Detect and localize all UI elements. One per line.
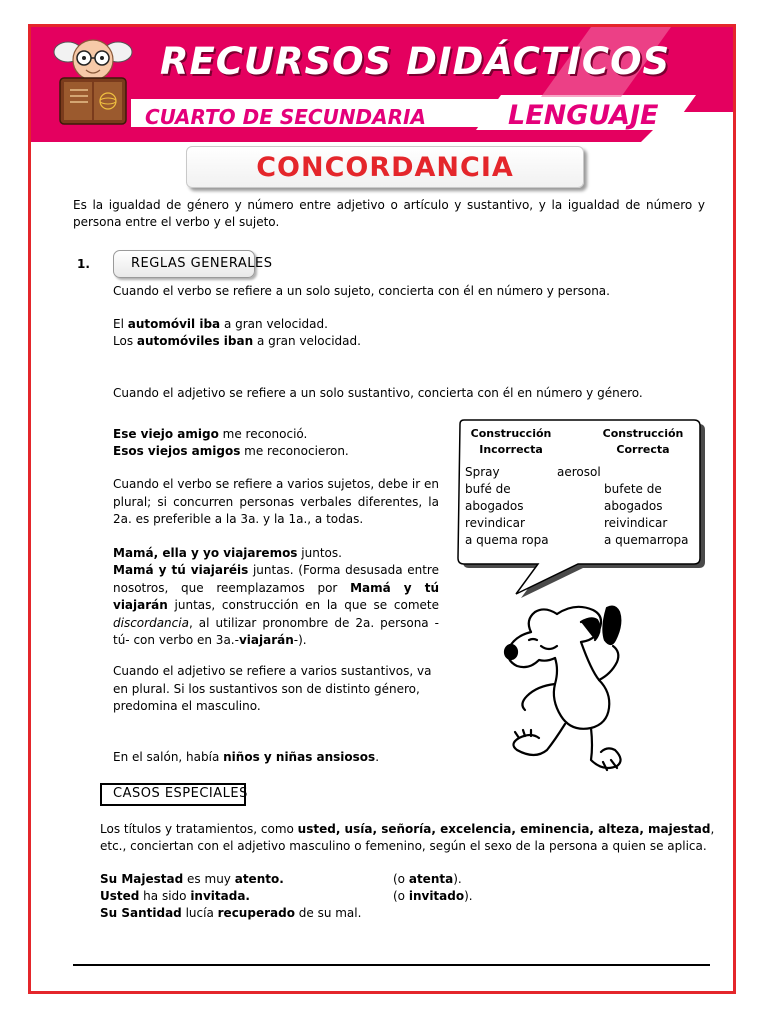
example-line: El automóvil iba a gran velocidad. xyxy=(113,317,328,331)
section-heading: REGLAS GENERALES xyxy=(131,256,273,271)
example-line: Su Santidad lucía recuperado de su mal. xyxy=(100,906,362,920)
bubble-cell-correct: reivindicar xyxy=(604,516,668,530)
special-cases-intro: Los títulos y tratamientos, como usted, usía, señoría, excelencia, eminencia, alteza, majestad, xyxy=(100,822,715,836)
bubble-cell-correct: aerosol xyxy=(557,465,601,479)
bubble-cell-correct: a quemarropa xyxy=(604,533,689,547)
bubble-cell-incorrect: Spray xyxy=(465,465,500,479)
rule-text: Cuando el verbo se refiere a varios sujetos, debe ir en plural; si concurren personas verbales diferentes, la 2a. es preferible a la 3a. y la 1a., a todas. xyxy=(113,477,439,526)
bubble-cell-incorrect: abogados xyxy=(465,499,524,513)
example-line: Ese viejo amigo me reconoció. xyxy=(113,427,308,441)
rule-text: Cuando el verbo se refiere a un solo sujeto, concierta con él en número y persona. xyxy=(113,284,610,298)
example-line: Su Majestad es muy atento. xyxy=(100,872,284,886)
example-note: (o atenta). xyxy=(393,872,462,886)
example-line: Los automóviles iban a gran velocidad. xyxy=(113,334,361,348)
banner-subject: LENGUAJE xyxy=(508,100,659,131)
section-number: 1. xyxy=(77,257,90,271)
bubble-cell-incorrect: bufé de xyxy=(465,482,511,496)
bubble-cell-correct: bufete de xyxy=(604,482,662,496)
professor-icon xyxy=(38,30,148,130)
dancing-dog-icon xyxy=(495,600,635,778)
bubble-header-incorrect: Construcción Incorrecta xyxy=(470,427,552,456)
banner-title: RECURSOS DIDÁCTICOS xyxy=(160,40,671,83)
example-line: Usted ha sido invitada. xyxy=(100,889,250,903)
example-paragraph: Mamá y tú viajaréis juntas. (Forma desusada entre nosotros, que reemplazamos por Mamá y tú viajarán juntas, construcción en la que se comete discordancia, al utilizar pronombre de 2a. persona -tú- con verbo en 3a.-viajarán-). xyxy=(113,563,439,647)
special-cases-intro: etc., conciertan con el adjetivo masculino o femenino, según el sexo de la persona a quien se aplica. xyxy=(100,839,707,853)
example-line: En el salón, había niños y niñas ansiosos. xyxy=(113,750,380,764)
example-line: Esos viejos amigos me reconocieron. xyxy=(113,444,349,458)
intro-paragraph: Es la igualdad de género y número entre adjetivo o artículo y sustantivo, y la igualdad de número y persona entre el verbo y el sujeto. xyxy=(73,198,705,229)
rule-text: Cuando el adjetivo se refiere a un solo sustantivo, concierta con él en número y género. xyxy=(113,386,643,400)
page-title-box xyxy=(186,146,584,188)
banner-subtitle: CUARTO DE SECUNDARIA xyxy=(145,105,426,129)
page-title: CONCORDANCIA xyxy=(256,151,514,183)
footer-divider xyxy=(73,964,710,966)
bubble-cell-incorrect: revindicar xyxy=(465,516,525,530)
bubble-cell-correct: abogados xyxy=(604,499,663,513)
section-heading: CASOS ESPECIALES xyxy=(113,786,248,801)
rule-text: Cuando el adjetivo se refiere a varios sustantivos, va en plural. Si los sustantivos son de distinto género, predomina el masculino. xyxy=(113,664,432,713)
bubble-cell-incorrect: a quema ropa xyxy=(465,533,549,547)
bubble-header-correct: Construcción Correcta xyxy=(602,427,684,456)
example-line: Mamá, ella y yo viajaremos juntos. xyxy=(113,546,342,560)
example-note: (o invitado). xyxy=(393,889,473,903)
